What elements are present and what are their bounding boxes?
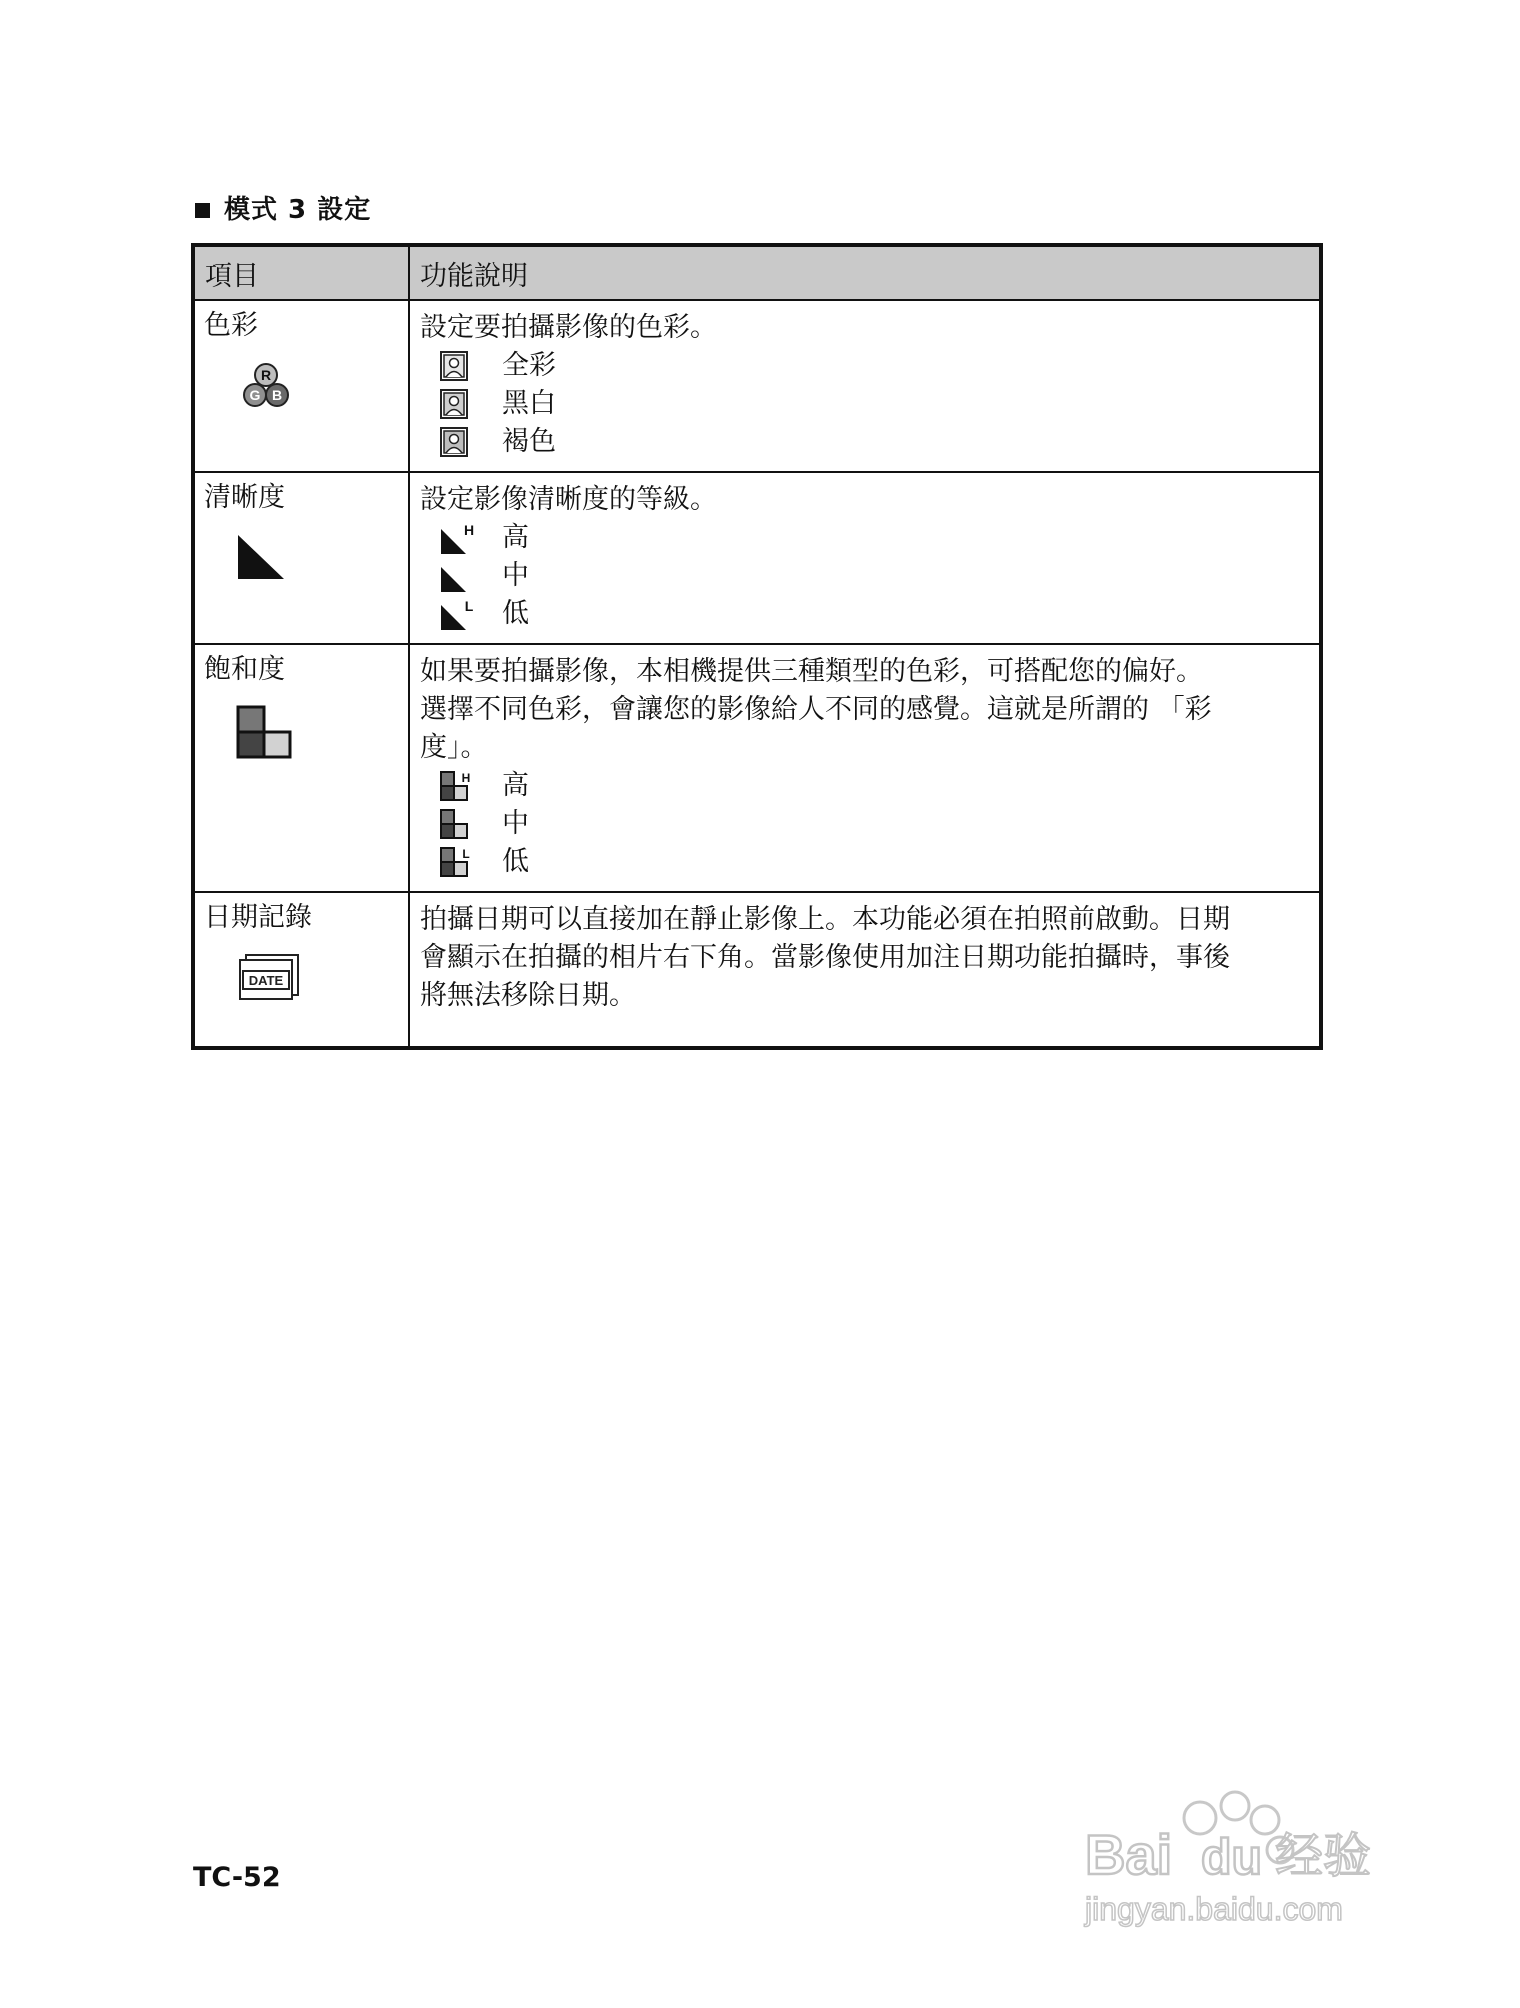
option-label: 褐色 bbox=[502, 426, 556, 457]
description-cell bbox=[409, 472, 1321, 644]
date-stamp-icon bbox=[238, 953, 300, 1001]
option-saturation-high bbox=[420, 767, 1309, 805]
description-cell bbox=[409, 300, 1321, 472]
page-number: TC-52 bbox=[193, 1862, 281, 1893]
table-row-date bbox=[193, 892, 1321, 1048]
table-row-color bbox=[193, 300, 1321, 472]
option-label: 高 bbox=[502, 770, 529, 801]
watermark-url: jingyan.baidu.com bbox=[1085, 1891, 1343, 1927]
description-sharpness: 設定影像清晰度的等級。 bbox=[420, 484, 717, 515]
description-saturation-line: 選擇不同色彩，會讓您的影像給人不同的感覺。這就是所謂的 「彩 bbox=[420, 694, 1212, 725]
option-label: 高 bbox=[502, 522, 529, 553]
item-name-date: 日期記錄 bbox=[204, 902, 312, 933]
description-saturation-line: 如果要拍攝影像，本相機提供三種類型的色彩，可搭配您的偏好。 bbox=[420, 656, 1203, 687]
description-cell bbox=[409, 892, 1321, 1048]
table-header-row bbox=[193, 245, 1321, 300]
saturation-medium-icon bbox=[440, 807, 476, 841]
description-cell bbox=[409, 644, 1321, 892]
description-color: 設定要拍攝影像的色彩。 bbox=[420, 312, 717, 343]
saturation-low-badge: L bbox=[462, 847, 470, 861]
sharpness-low-icon bbox=[440, 597, 476, 631]
option-label: 低 bbox=[502, 598, 529, 629]
square-bullet-icon bbox=[195, 203, 210, 218]
section-title: 模式 3 設定 bbox=[224, 195, 372, 225]
item-cell bbox=[193, 892, 409, 1048]
saturation-high-badge: H bbox=[461, 771, 471, 785]
table-row-saturation bbox=[193, 644, 1321, 892]
sharpness-icon bbox=[236, 533, 288, 581]
option-saturation-low bbox=[420, 843, 1309, 881]
portrait-black-white-icon bbox=[440, 387, 476, 421]
option-sharpness-medium bbox=[420, 557, 1309, 595]
option-sharpness-high bbox=[420, 519, 1309, 557]
table-row-sharpness bbox=[193, 472, 1321, 644]
description-date-line: 拍攝日期可以直接加在靜止影像上。本功能必須在拍照前啟動。日期 bbox=[420, 904, 1230, 935]
saturation-low-icon bbox=[440, 845, 476, 879]
option-label: 全彩 bbox=[502, 350, 556, 381]
header-item: 項目 bbox=[193, 245, 409, 300]
saturation-icon bbox=[236, 705, 292, 759]
settings-table bbox=[191, 243, 1323, 1050]
option-sepia bbox=[420, 423, 1309, 461]
option-label: 中 bbox=[502, 808, 529, 839]
rgb-color-icon bbox=[236, 361, 296, 413]
sharpness-low-badge: L bbox=[464, 598, 474, 614]
item-name-color: 色彩 bbox=[204, 310, 258, 341]
saturation-high-icon bbox=[440, 769, 476, 803]
section-heading bbox=[195, 192, 371, 228]
date-stamp-text: DATE bbox=[248, 973, 284, 988]
option-black-white bbox=[420, 385, 1309, 423]
item-cell bbox=[193, 472, 409, 644]
description-date-line: 將無法移除日期。 bbox=[420, 980, 636, 1011]
watermark-brand2: du bbox=[1201, 1829, 1263, 1885]
sharpness-high-icon bbox=[440, 521, 476, 555]
svg-text:B: B bbox=[271, 387, 283, 403]
option-sharpness-low bbox=[420, 595, 1309, 633]
description-date-line: 會顯示在拍攝的相片右下角。當影像使用加注日期功能拍攝時，事後 bbox=[420, 942, 1230, 973]
option-label: 中 bbox=[502, 560, 529, 591]
item-name-sharpness: 清晰度 bbox=[204, 482, 285, 513]
option-full-color bbox=[420, 347, 1309, 385]
svg-text:G: G bbox=[249, 387, 261, 403]
item-cell bbox=[193, 644, 409, 892]
option-label: 低 bbox=[502, 846, 529, 877]
portrait-sepia-icon bbox=[440, 425, 476, 459]
option-label: 黑白 bbox=[502, 388, 556, 419]
header-description: 功能說明 bbox=[409, 245, 1321, 300]
baidu-watermark bbox=[1075, 1772, 1435, 1932]
watermark-suffix: 经验 bbox=[1275, 1828, 1372, 1884]
option-saturation-medium bbox=[420, 805, 1309, 843]
sharpness-medium-icon bbox=[440, 559, 476, 593]
description-saturation-line: 度」。 bbox=[420, 732, 488, 763]
watermark-brand: Bai bbox=[1085, 1823, 1173, 1886]
svg-text:R: R bbox=[260, 367, 272, 383]
portrait-full-color-icon bbox=[440, 349, 476, 383]
item-cell bbox=[193, 300, 409, 472]
sharpness-high-badge: H bbox=[463, 522, 475, 538]
item-name-saturation: 飽和度 bbox=[204, 654, 285, 685]
